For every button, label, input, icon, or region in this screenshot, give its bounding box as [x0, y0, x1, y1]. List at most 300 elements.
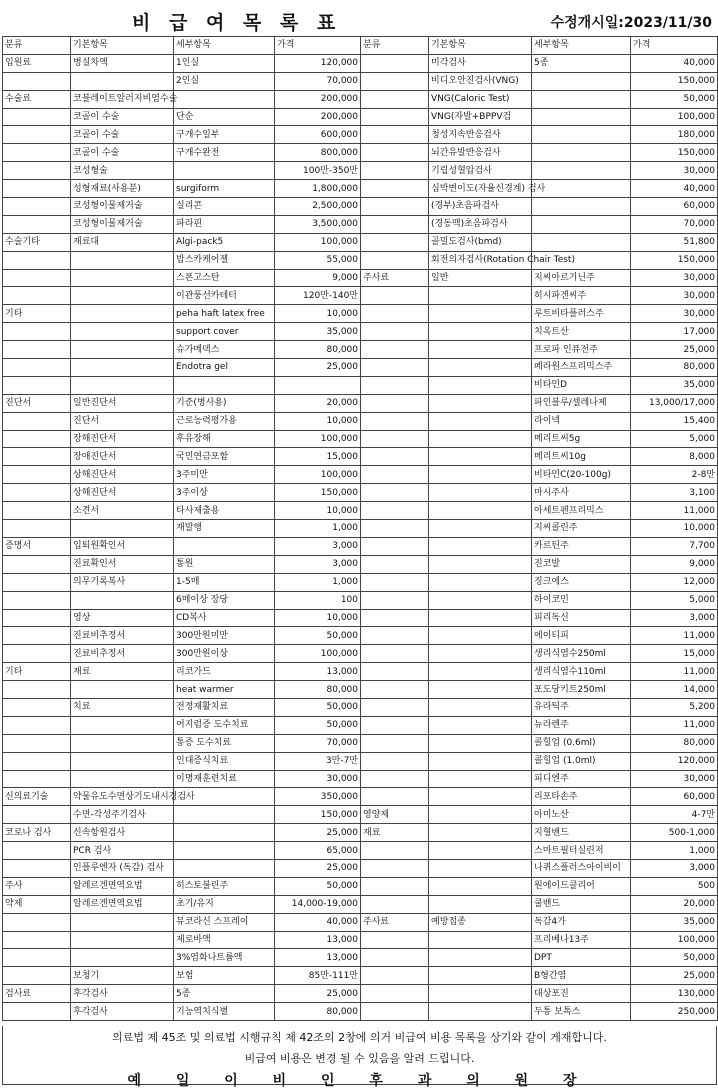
table-cell — [71, 520, 174, 538]
table-cell — [429, 842, 532, 860]
table-cell — [361, 448, 429, 466]
price-cell: 80,000 — [275, 681, 361, 699]
table-cell — [361, 162, 429, 180]
table-cell — [429, 520, 532, 538]
table-cell: 비타민D — [532, 376, 631, 394]
price-cell: 1,000 — [631, 842, 718, 860]
table-cell: 에이티피 — [532, 627, 631, 645]
table-cell: 리코가드 — [174, 663, 275, 681]
table-cell — [429, 555, 532, 573]
table-cell: 페라원스프리믹스주 — [532, 359, 631, 377]
table-cell: 프리베나13주 — [532, 931, 631, 949]
table-cell — [532, 162, 631, 180]
price-cell: 25,000 — [631, 341, 718, 359]
table-cell: 구개수일부 — [174, 126, 275, 144]
table-cell: 검사료 — [3, 985, 71, 1003]
price-cell: 25,000 — [631, 967, 718, 985]
table-cell — [429, 788, 532, 806]
table-cell: 단순 — [174, 108, 275, 126]
table-cell: 독감4가 — [532, 913, 631, 931]
table-cell — [429, 931, 532, 949]
table-cell — [532, 90, 631, 108]
table-cell: 장애진단서 — [71, 448, 174, 466]
table-cell: VNG(자발+BPPV검 — [429, 108, 532, 126]
table-cell — [3, 484, 71, 502]
table-cell: 의무기록복사 — [71, 573, 174, 591]
table-cell — [3, 734, 71, 752]
table-cell — [361, 931, 429, 949]
table-cell — [3, 770, 71, 788]
table-cell: 두통 보톡스 — [532, 1003, 631, 1021]
table-cell — [429, 752, 532, 770]
table-cell: 리포타손주 — [532, 788, 631, 806]
table-row — [3, 842, 718, 860]
price-cell: 35,000 — [631, 913, 718, 931]
price-cell: 1,000 — [275, 573, 361, 591]
table-cell — [361, 734, 429, 752]
table-cell — [532, 72, 631, 90]
table-cell: 콜힐업 (1.0ml) — [532, 752, 631, 770]
price-cell: 500 — [631, 877, 718, 895]
table-cell — [71, 323, 174, 341]
table-cell — [361, 520, 429, 538]
table-cell — [3, 466, 71, 484]
price-cell: 11,000 — [631, 716, 718, 734]
table-cell: 치료 — [71, 698, 174, 716]
table-cell: 기타 — [3, 305, 71, 323]
column-header: 세부항목 — [532, 37, 631, 55]
table-cell: 통증 도수치료 — [174, 734, 275, 752]
table-cell: 진단서 — [3, 394, 71, 412]
table-cell: 보험 — [174, 967, 275, 985]
price-cell: 30,000 — [631, 162, 718, 180]
table-cell — [174, 859, 275, 877]
table-cell — [71, 931, 174, 949]
table-cell — [3, 323, 71, 341]
table-cell: CD복사 — [174, 609, 275, 627]
table-cell — [361, 555, 429, 573]
table-cell — [3, 967, 71, 985]
table-cell — [361, 770, 429, 788]
table-row — [3, 591, 718, 609]
price-cell: 100,000 — [275, 430, 361, 448]
table-row — [3, 967, 718, 985]
table-cell: heat warmer — [174, 681, 275, 699]
table-cell — [532, 215, 631, 233]
table-row — [3, 985, 718, 1003]
price-cell: 100,000 — [275, 645, 361, 663]
price-cell: 100,000 — [275, 233, 361, 251]
table-cell — [361, 967, 429, 985]
price-cell: 13,000 — [275, 949, 361, 967]
price-cell: 30,000 — [275, 770, 361, 788]
table-row — [3, 663, 718, 681]
table-cell: 밥스카케어젤 — [174, 251, 275, 269]
price-cell: 350,000 — [275, 788, 361, 806]
price-cell: 3,000 — [631, 609, 718, 627]
table-cell: 초기/유지 — [174, 895, 275, 913]
table-cell — [361, 609, 429, 627]
price-cell: 80,000 — [631, 734, 718, 752]
table-cell — [361, 484, 429, 502]
table-cell — [71, 770, 174, 788]
table-cell: 생리식염수250ml — [532, 645, 631, 663]
table-cell — [429, 591, 532, 609]
table-cell: 히시파겐씨주 — [532, 287, 631, 305]
table-cell: 포도당키트250ml — [532, 681, 631, 699]
table-row — [3, 108, 718, 126]
table-cell — [174, 537, 275, 555]
table-cell — [532, 233, 631, 251]
table-cell — [71, 305, 174, 323]
price-cell — [275, 376, 361, 394]
price-cell: 150,000 — [275, 806, 361, 824]
table-cell — [429, 573, 532, 591]
table-cell — [71, 681, 174, 699]
table-cell: 300만원미만 — [174, 627, 275, 645]
table-row — [3, 770, 718, 788]
price-cell: 150,000 — [631, 251, 718, 269]
table-cell: 수면-각성주기검사 — [71, 806, 174, 824]
table-cell — [3, 573, 71, 591]
table-cell: 코성형이물제거술 — [71, 198, 174, 216]
table-cell — [71, 752, 174, 770]
table-cell — [429, 734, 532, 752]
table-cell: 타사제출용 — [174, 502, 275, 520]
table-cell — [429, 824, 532, 842]
table-cell — [361, 394, 429, 412]
table-cell: 치옥트산 — [532, 323, 631, 341]
table-cell — [429, 323, 532, 341]
table-row — [3, 376, 718, 394]
price-cell: 80,000 — [275, 341, 361, 359]
price-cell: 10,000 — [275, 305, 361, 323]
table-cell — [3, 269, 71, 287]
table-cell: 메리트씨10g — [532, 448, 631, 466]
table-cell: 뉴라렌주 — [532, 716, 631, 734]
table-cell — [429, 305, 532, 323]
table-cell: 수술기타 — [3, 233, 71, 251]
table-row — [3, 502, 718, 520]
table-cell — [429, 448, 532, 466]
table-cell: 주사료 — [361, 269, 429, 287]
table-cell — [3, 341, 71, 359]
table-cell: 약물유도수면상기도내시경검사 — [71, 788, 174, 806]
price-cell: 120,000 — [631, 752, 718, 770]
table-cell — [71, 591, 174, 609]
table-cell: 입원료 — [3, 54, 71, 72]
table-cell — [361, 376, 429, 394]
table-cell — [429, 430, 532, 448]
table-cell — [3, 251, 71, 269]
table-cell: 이관풍선카테터 — [174, 287, 275, 305]
table-cell: 수술료 — [3, 90, 71, 108]
table-cell — [429, 484, 532, 502]
table-row — [3, 877, 718, 895]
table-row — [3, 913, 718, 931]
table-cell — [174, 162, 275, 180]
table-cell — [3, 698, 71, 716]
table-cell: Endotra gel — [174, 359, 275, 377]
table-cell — [429, 376, 532, 394]
price-cell: 60,000 — [631, 788, 718, 806]
table-cell: DPT — [532, 949, 631, 967]
table-cell: 진료확인서 — [71, 555, 174, 573]
footer — [2, 1026, 717, 1089]
table-cell — [3, 162, 71, 180]
price-cell: 30,000 — [631, 305, 718, 323]
table-row — [3, 430, 718, 448]
table-row — [3, 698, 718, 716]
table-cell: 징크에스 — [532, 573, 631, 591]
table-cell — [361, 877, 429, 895]
table-cell — [3, 376, 71, 394]
table-cell: 증명서 — [3, 537, 71, 555]
table-row — [3, 90, 718, 108]
table-cell — [361, 949, 429, 967]
table-cell: 회전의자검사(Rotation Chair Test) — [429, 251, 532, 269]
table-cell: 코로나 검사 — [3, 824, 71, 842]
table-cell: 신의료기술 — [3, 788, 71, 806]
hospital-name: 예 일 이 비 인 후 과 의 원 장 — [127, 1073, 592, 1089]
price-cell: 14,000-19,000 — [275, 895, 361, 913]
table-row — [3, 198, 718, 216]
price-cell: 120,000 — [275, 54, 361, 72]
table-cell — [361, 663, 429, 681]
table-cell — [361, 215, 429, 233]
price-cell: 8,000 — [631, 448, 718, 466]
table-cell: 아미노산 — [532, 806, 631, 824]
table-row — [3, 359, 718, 377]
table-row — [3, 448, 718, 466]
table-cell — [361, 537, 429, 555]
table-cell — [361, 72, 429, 90]
table-cell — [361, 1003, 429, 1021]
table-cell: 비타민C(20-100g) — [532, 466, 631, 484]
table-cell: 후각검사 — [71, 1003, 174, 1021]
table-cell — [361, 251, 429, 269]
price-cell: 3만-7만 — [275, 752, 361, 770]
table-row — [3, 520, 718, 538]
table-cell — [3, 430, 71, 448]
table-cell — [429, 502, 532, 520]
table-cell: surgiform — [174, 180, 275, 198]
price-cell: 35,000 — [275, 323, 361, 341]
table-cell: 주사료 — [361, 913, 429, 931]
table-cell: 쿨밴드 — [532, 895, 631, 913]
price-cell: 25,000 — [275, 859, 361, 877]
table-cell — [174, 90, 275, 108]
table-cell: 3%염화나트륨액 — [174, 949, 275, 967]
price-cell: 80,000 — [275, 1003, 361, 1021]
price-cell: 50,000 — [631, 90, 718, 108]
price-cell: 30,000 — [631, 770, 718, 788]
table-cell — [3, 949, 71, 967]
table-cell — [3, 448, 71, 466]
table-cell — [3, 716, 71, 734]
table-cell — [3, 126, 71, 144]
table-cell — [429, 609, 532, 627]
table-cell — [429, 967, 532, 985]
table-cell: 진료비추정서 — [71, 645, 174, 663]
price-cell: 65,000 — [275, 842, 361, 860]
table-row — [3, 144, 718, 162]
price-cell: 4-7만 — [631, 806, 718, 824]
table-cell — [71, 269, 174, 287]
table-cell: 소견서 — [71, 502, 174, 520]
column-header: 기본항목 — [429, 37, 532, 55]
table-cell: 일반진단서 — [71, 394, 174, 412]
price-cell: 13,000 — [275, 931, 361, 949]
table-cell: B형간염 — [532, 967, 631, 985]
table-cell: 코골이 수술 — [71, 144, 174, 162]
table-cell: 통원 — [174, 555, 275, 573]
price-cell: 100,000 — [631, 108, 718, 126]
table-cell — [3, 555, 71, 573]
table-cell — [3, 806, 71, 824]
price-cell: 80,000 — [631, 359, 718, 377]
table-cell: 파인블루/셀레나제 — [532, 394, 631, 412]
price-cell: 51,800 — [631, 233, 718, 251]
page-title: 비 급 여 목 록 표 — [132, 12, 342, 34]
table-row — [3, 716, 718, 734]
table-cell — [3, 681, 71, 699]
table-row — [3, 233, 718, 251]
table-cell — [429, 466, 532, 484]
legal-notice: 의료법 제 45조 및 의료법 시행규칙 제 42조의 2창에 의거 비급여 비용 목록을 상기와 같이 게재합니다. — [112, 1031, 607, 1044]
table-cell — [361, 90, 429, 108]
table-cell — [174, 376, 275, 394]
table-row — [3, 215, 718, 233]
table-cell — [429, 412, 532, 430]
table-cell — [361, 108, 429, 126]
table-cell: 기준(병사용) — [174, 394, 275, 412]
price-cell: 9,000 — [631, 555, 718, 573]
table-cell — [361, 287, 429, 305]
table-cell: 나퀴스플러스아이비이 — [532, 859, 631, 877]
table-cell: 알레르겐면역요법 — [71, 877, 174, 895]
table-cell — [361, 716, 429, 734]
price-cell: 25,000 — [275, 824, 361, 842]
table-cell: 지씨아르기닌주 — [532, 269, 631, 287]
table-cell — [361, 573, 429, 591]
table-row — [3, 180, 718, 198]
table-cell — [429, 985, 532, 1003]
table-cell — [361, 681, 429, 699]
table-cell — [532, 180, 631, 198]
price-cell: 50,000 — [275, 716, 361, 734]
table-cell: 인대증식치료 — [174, 752, 275, 770]
table-cell — [71, 72, 174, 90]
table-cell: 스폰고스탄 — [174, 269, 275, 287]
table-cell — [361, 698, 429, 716]
price-cell: 11,000 — [631, 663, 718, 681]
price-cell: 70,000 — [275, 72, 361, 90]
price-cell: 35,000 — [631, 376, 718, 394]
price-cell: 15,400 — [631, 412, 718, 430]
table-cell: 마시주사 — [532, 484, 631, 502]
table-cell: 메리트씨5g — [532, 430, 631, 448]
price-cell: 40,000 — [631, 180, 718, 198]
table-cell — [3, 913, 71, 931]
table-cell: 비디오안진검사(VNG) — [429, 72, 532, 90]
table-cell: 실리콘 — [174, 198, 275, 216]
table-cell: 이명재훈련치료 — [174, 770, 275, 788]
table-cell: support cover — [174, 323, 275, 341]
table-cell — [429, 394, 532, 412]
column-header: 기본항목 — [71, 37, 174, 55]
price-cell: 180,000 — [631, 126, 718, 144]
table-row — [3, 126, 718, 144]
table-cell: 지혈밴드 — [532, 824, 631, 842]
table-cell: 기능역치식별 — [174, 1003, 275, 1021]
table-cell: 코골이 수술 — [71, 126, 174, 144]
price-cell: 200,000 — [275, 108, 361, 126]
table-cell: 대상포진 — [532, 985, 631, 1003]
table-cell: 6매이상 장당 — [174, 591, 275, 609]
table-row — [3, 931, 718, 949]
price-cell: 11,000 — [631, 502, 718, 520]
table-cell: 파라핀 — [174, 215, 275, 233]
table-row — [3, 1003, 718, 1021]
table-cell: 히스토불린주 — [174, 877, 275, 895]
table-cell — [361, 466, 429, 484]
price-cell: 7,700 — [631, 537, 718, 555]
table-cell: 1인실 — [174, 54, 275, 72]
table-cell — [3, 215, 71, 233]
table-cell — [361, 198, 429, 216]
table-cell — [361, 323, 429, 341]
table-cell — [3, 645, 71, 663]
table-row — [3, 72, 718, 90]
table-cell: 근로능력평가용 — [174, 412, 275, 430]
price-cell: 40,000 — [631, 54, 718, 72]
price-cell: 150,000 — [275, 484, 361, 502]
table-cell — [429, 341, 532, 359]
price-cell: 3,500,000 — [275, 215, 361, 233]
table-cell: 미각검사 — [429, 54, 532, 72]
table-cell: 보청기 — [71, 967, 174, 985]
table-cell: 코블레이트알러지비염수술 — [71, 90, 174, 108]
table-cell — [361, 54, 429, 72]
table-cell: 원에이드클리어 — [532, 877, 631, 895]
table-cell: 루트비타플러스주 — [532, 305, 631, 323]
table-cell: 코골이 수술 — [71, 108, 174, 126]
table-cell: 재료 — [71, 663, 174, 681]
table-cell: PCR 검사 — [71, 842, 174, 860]
column-header: 분류 — [3, 37, 71, 55]
table-cell — [429, 859, 532, 877]
table-cell: 예방접종 — [429, 913, 532, 931]
table-cell: 3주이상 — [174, 484, 275, 502]
table-cell: 진단서 — [71, 412, 174, 430]
table-cell: 상해진단서 — [71, 466, 174, 484]
table-cell — [429, 681, 532, 699]
table-row — [3, 412, 718, 430]
price-cell: 50,000 — [631, 949, 718, 967]
price-cell: 70,000 — [631, 215, 718, 233]
table-cell — [3, 627, 71, 645]
table-cell: 성형재료(사용분) — [71, 180, 174, 198]
price-cell: 1,800,000 — [275, 180, 361, 198]
table-cell: 유라틱주 — [532, 698, 631, 716]
table-cell — [3, 591, 71, 609]
table-cell: 인플루엔자 (독감) 검사 — [71, 859, 174, 877]
table-cell — [361, 144, 429, 162]
revision-date: 수정개시일:2023/11/30 — [550, 15, 712, 31]
table-cell — [71, 734, 174, 752]
table-row — [3, 162, 718, 180]
